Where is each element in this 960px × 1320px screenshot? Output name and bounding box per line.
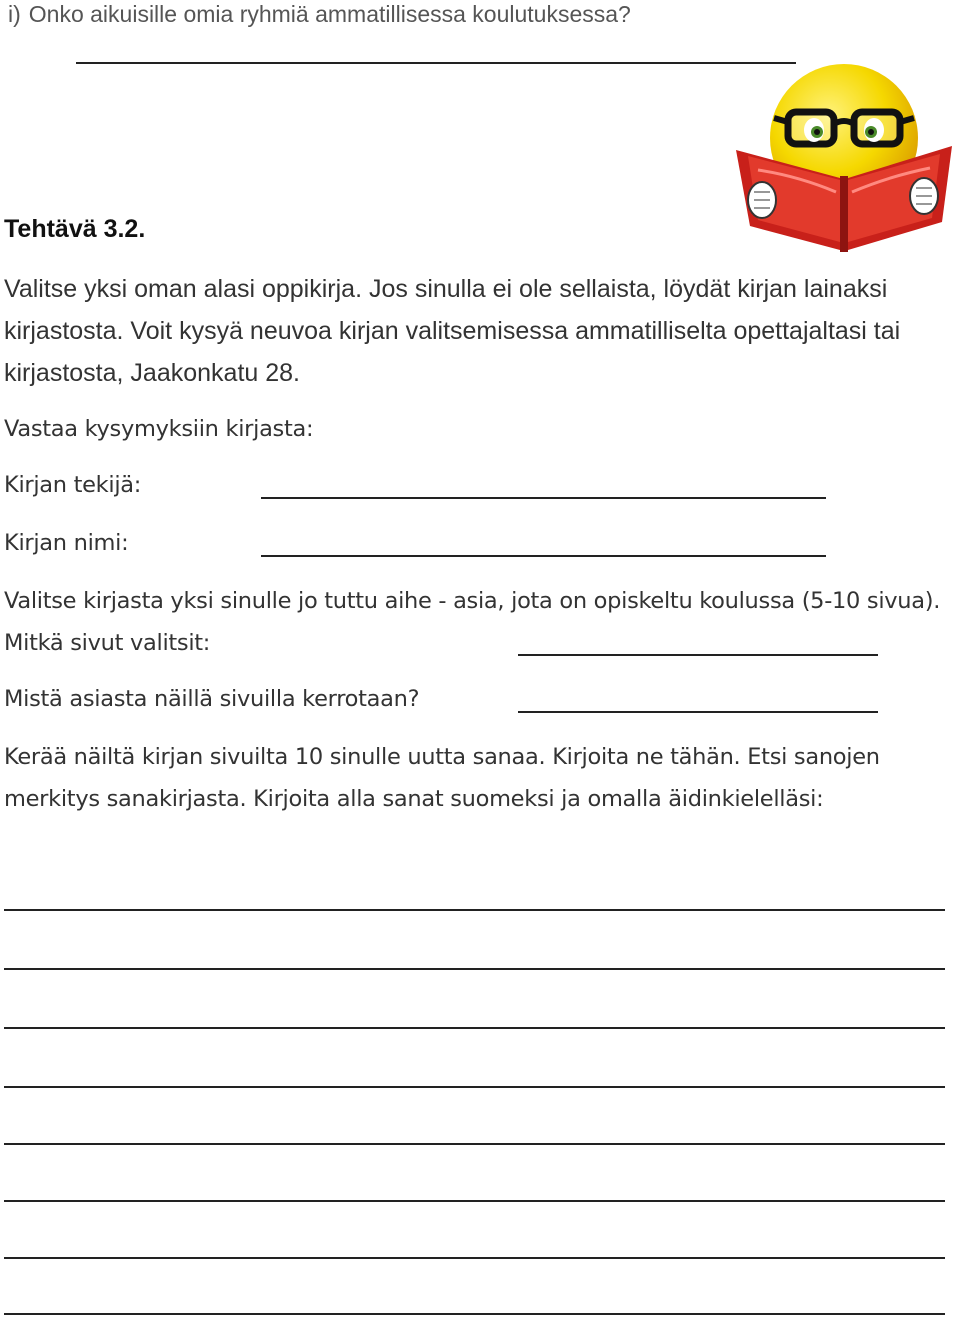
writing-line[interactable] <box>4 1086 945 1088</box>
writing-line[interactable] <box>4 909 945 911</box>
task-intro: Valitse yksi oman alasi oppikirja. Jos sinulla ei ole sellaista, löydät kirjan lainaksi kirjastosta. Voit kysyä neuvoa kirjan valitsemisessa ammatilliselta opettajaltasi tai kirjastosta, Jaakonkatu 28. <box>4 275 901 387</box>
pages-answer-line[interactable] <box>518 654 878 656</box>
author-label: Kirjan tekijä: <box>4 472 142 498</box>
answer-prompt: Vastaa kysymyksiin kirjasta: <box>4 416 314 442</box>
pages-topic-answer-line[interactable] <box>518 711 878 713</box>
answer-line-question-i[interactable] <box>76 62 796 64</box>
question-number: i) <box>8 1 21 27</box>
words-instruction: Kerää näiltä kirjan sivuilta 10 sinulle uutta sanaa. Kirjoita ne tähän. Etsi sanojen merkitys sanakirjasta. Kirjoita alla sanat suomeksi ja omalla äidinkielelläsi: <box>4 744 880 812</box>
question-i <box>8 0 631 28</box>
topic-instruction: Valitse kirjasta yksi sinulle jo tuttu aihe - asia, jota on opiskeltu koulussa (5-10 sivua). Mitkä sivut valitsit: <box>4 588 941 656</box>
book-name-answer-line[interactable] <box>261 555 826 557</box>
writing-line[interactable] <box>4 1143 945 1145</box>
task-title: Tehtävä 3.2. <box>4 215 146 243</box>
question-text: Onko aikuisille omia ryhmiä ammatillisessa koulutuksessa? <box>28 1 631 27</box>
writing-line[interactable] <box>4 1027 945 1029</box>
book-name-label: Kirjan nimi: <box>4 530 129 556</box>
reading-smiley-with-glasses-icon <box>728 60 960 256</box>
pages-topic-label: Mistä asiasta näillä sivuilla kerrotaan? <box>4 686 420 712</box>
writing-line[interactable] <box>4 1257 945 1259</box>
writing-line[interactable] <box>4 1200 945 1202</box>
author-answer-line[interactable] <box>261 497 826 499</box>
writing-line[interactable] <box>4 1313 945 1315</box>
writing-line[interactable] <box>4 968 945 970</box>
